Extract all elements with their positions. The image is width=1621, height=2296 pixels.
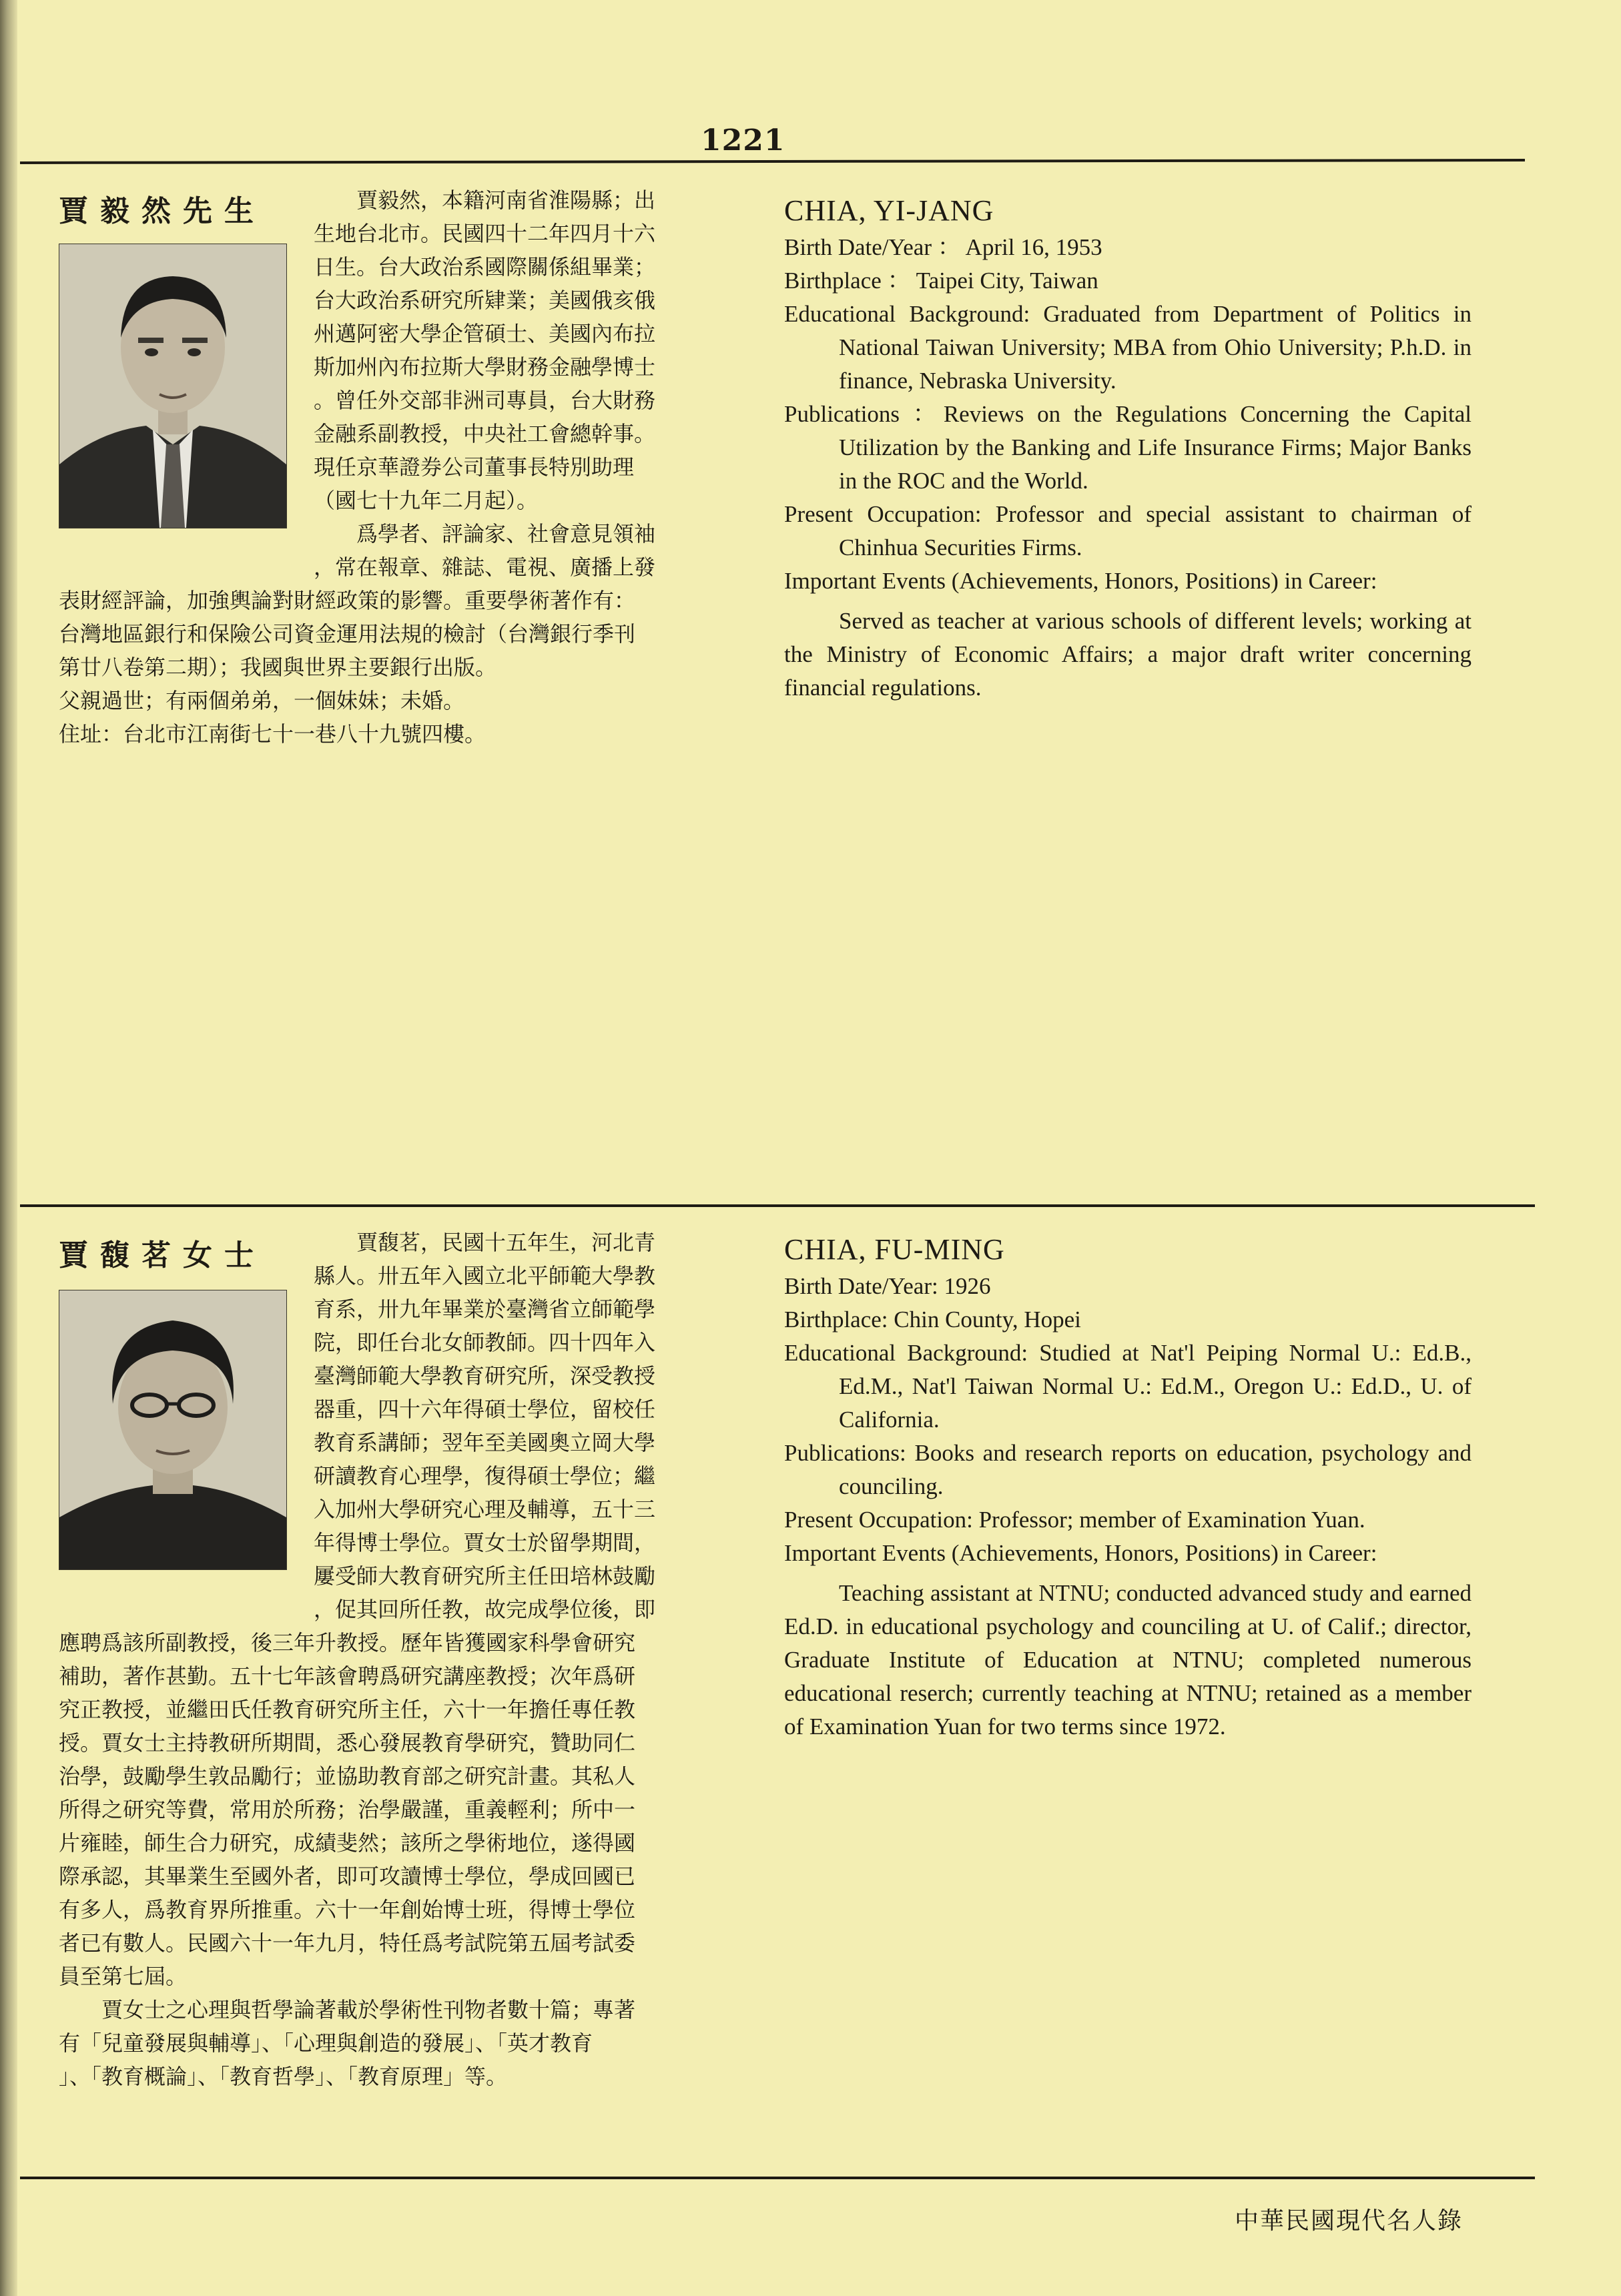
english-name: CHIA, YI-JANG (784, 194, 994, 227)
chinese-bio-line: 金融系副教授，中央社工會總幹事。 (314, 421, 656, 446)
chinese-bio-line: ，促其回所任教，故完成學位後，即 (314, 1597, 656, 1622)
book-title-footer: 中華民國現代名人錄 (1235, 2207, 1464, 2235)
chinese-bio-line: 治學，鼓勵學生敦品勵行；並協助教育部之研究計畫。其私人 (59, 1764, 636, 1789)
chinese-bio-line: 補助，著作甚勤。五十七年該會聘爲研究講座教授；次年爲研 (59, 1663, 636, 1689)
chinese-name: 賈馥茗女士 (59, 1238, 266, 1272)
birthplace: Birthplace ： Taipei City, Taiwan (784, 268, 1098, 294)
chinese-bio-line: 賈毅然，本籍河南省淮陽縣；出 (356, 187, 656, 213)
chinese-bio-side (314, 1226, 721, 1626)
chinese-bio-line: 斯加州內布拉斯大學財務金融學博士 (314, 354, 656, 380)
chinese-bio-line: 。曾任外交部非洲司專員，台大財務 (314, 388, 656, 413)
chinese-bio-line: 片雍睦，師生合力研究，成績斐然；該所之學術地位，遂得國 (59, 1830, 636, 1856)
biography-entry (0, 1211, 1621, 2172)
chinese-bio-line: 生地台北市。民國四十二年四月十六 (314, 221, 656, 246)
birthplace: Birthplace: Chin County, Hopei (784, 1306, 1081, 1332)
portrait-woman-icon (59, 1290, 286, 1569)
chinese-bio-line: 教育系講師；翌年至美國奧立岡大學 (314, 1430, 656, 1455)
chinese-bio-line: 第廿八卷第二期）；我國與世界主要銀行出版。 (59, 655, 497, 680)
entry-divider-rule (20, 1204, 1535, 1207)
chinese-bio-line: （國七十九年二月起）。 (314, 488, 539, 513)
chinese-bio-line: 有多人，爲教育界所推重。六十一年創始博士班，得博士學位 (59, 1897, 636, 1922)
biography-entry (0, 167, 1621, 1201)
chinese-bio-line: 器重，四十六年得碩士學位，留校任 (314, 1397, 656, 1422)
chinese-bio-line: 應聘爲該所副教授，後三年升教授。歷年皆獲國家科學會研究 (59, 1630, 636, 1655)
header-rule (20, 159, 1525, 164)
chinese-bio-line: 育系，卅九年畢業於臺灣省立師範學 (314, 1296, 656, 1322)
chinese-bio-line: 屢受師大教育研究所主任田培林鼓勵 (314, 1563, 656, 1589)
portrait-man-icon (59, 244, 286, 528)
chinese-bio-line: 賈馥茗，民國十五年生，河北青 (356, 1230, 656, 1255)
chinese-bio-line: 研讀教育心理學，復得碩士學位；繼 (314, 1463, 656, 1489)
chinese-bio-line: 員至第七屆。 (59, 1964, 188, 1989)
chinese-bio-full (59, 584, 721, 751)
present-occupation: Present Occupation: Professor and special assistant to chairman of Chinhua Securities Firms. (784, 501, 1472, 560)
chinese-bio-line: 有「兒童發展與輔導」、「心理與創造的發展」、「英才教育 (59, 2030, 593, 2056)
chinese-bio-line: 究正教授，並繼田氏任教育研究所主任，六十一年擔任專任教 (59, 1697, 636, 1722)
chinese-bio-line: 爲學者、評論家、社會意見領袖 (356, 521, 656, 546)
important-events-text: Served as teacher at various schools of different levels; working at the Ministry of Economic Affairs; a major draft writer concerning financial regulations. (784, 608, 1472, 701)
publications: Publications: Books and research reports on education, psychology and counciling. (784, 1440, 1472, 1499)
chinese-bio-full (59, 1626, 721, 2093)
educational-background: Educational Background: Studied at Nat'l Peiping Normal U.: Ed.B., Ed.M., Nat'l Taiwan Normal U.: Ed.M., Oregon U.: Ed.D., U. of California. (784, 1340, 1472, 1433)
chinese-bio-line: 父親過世；有兩個弟弟，一個妹妹；未婚。 (59, 688, 465, 713)
chinese-bio-line: 縣人。卅五年入國立北平師範大學教 (314, 1263, 656, 1288)
portrait-photo (59, 244, 287, 528)
chinese-bio-line: 臺灣師範大學教育研究所，深受教授 (314, 1363, 656, 1389)
chinese-bio-line: 者已有數人。民國六十一年九月，特任爲考試院第五屆考試委 (59, 1930, 636, 1956)
chinese-bio-line: 所得之研究等費，常用於所務；治學嚴謹，重義輕利；所中一 (59, 1797, 636, 1822)
chinese-name: 賈毅然先生 (59, 194, 266, 228)
chinese-bio-line: 際承認，其畢業生至國外者，即可攻讀博士學位，學成回國已 (59, 1864, 636, 1889)
educational-background: Educational Background: Graduated from Department of Politics in National Taiwan University; MBA from Ohio University; P.h.D. in finance, Nebraska University. (784, 301, 1472, 394)
chinese-bio-line: 授。賈女士主持教研所期間，悉心發展教育學研究，贊助同仁 (59, 1730, 636, 1756)
present-occupation: Present Occupation: Professor; member of Examination Yuan. (784, 1507, 1365, 1533)
footer-rule (20, 2177, 1535, 2179)
portrait-photo (59, 1290, 287, 1570)
chinese-bio-line: 現任京華證券公司董事長特別助理 (314, 454, 635, 480)
chinese-bio-side (314, 183, 721, 584)
chinese-bio-line: 年得博士學位。賈女士於留學期間， (314, 1530, 656, 1555)
chinese-bio-line: ，常在報章、雜誌、電視、廣播上發 (314, 554, 656, 580)
chinese-bio-line: 州邁阿密大學企管碩士、美國內布拉 (314, 321, 656, 346)
birth-date: Birth Date/Year ： April 16, 1953 (784, 234, 1102, 260)
chinese-bio-line: 住址：台北市江南街七十一巷八十九號四樓。 (59, 721, 487, 747)
chinese-bio-line: 院，即任台北女師教師。四十四年入 (314, 1330, 656, 1355)
page-number: 1221 (701, 123, 785, 157)
publications: Publications ：Reviews on the Regulations Concerning the Capital Utilization by the Banking and Life Insurance Firms; Major Banks in the ROC and the World. (784, 401, 1472, 494)
english-name: CHIA, FU-MING (784, 1233, 1005, 1266)
chinese-bio-line: 台大政治系研究所肄業；美國俄亥俄 (314, 288, 656, 313)
english-bio (784, 191, 1472, 705)
chinese-bio-line: 表財經評論，加強輿論對財經政策的影響。重要學術著作有： (59, 588, 636, 613)
chinese-bio-line: 入加州大學研究心理及輔導，五十三 (314, 1497, 656, 1522)
chinese-bio-line: 台灣地區銀行和保險公司資金運用法規的檢討（台灣銀行季刊 (59, 621, 636, 647)
birth-date: Birth Date/Year: 1926 (784, 1273, 991, 1299)
important-events-text: Teaching assistant at NTNU; conducted advanced study and earned Ed.D. in educational psychology and counciling at U. of Calif.; director, Graduate Institute of Education at NTNU; completed numerous educational reserch; currently teaching at NTNU; retained as a member of Examination Yuan for two terms since 1972. (784, 1580, 1472, 1740)
english-bio (784, 1230, 1472, 1744)
important-events-label: Important Events (Achievements, Honors, Positions) in Career: (784, 1540, 1377, 1566)
important-events-label: Important Events (Achievements, Honors, Positions) in Career: (784, 568, 1377, 594)
chinese-bio-line: 日生。台大政治系國際關係組畢業； (314, 254, 656, 280)
chinese-bio-line: 」、「教育概論」、「教育哲學」、「教育原理」等。 (59, 2064, 508, 2089)
chinese-bio-line: 賈女士之心理與哲學論著載於學術性刊物者數十篇；專著 (101, 1997, 636, 2022)
